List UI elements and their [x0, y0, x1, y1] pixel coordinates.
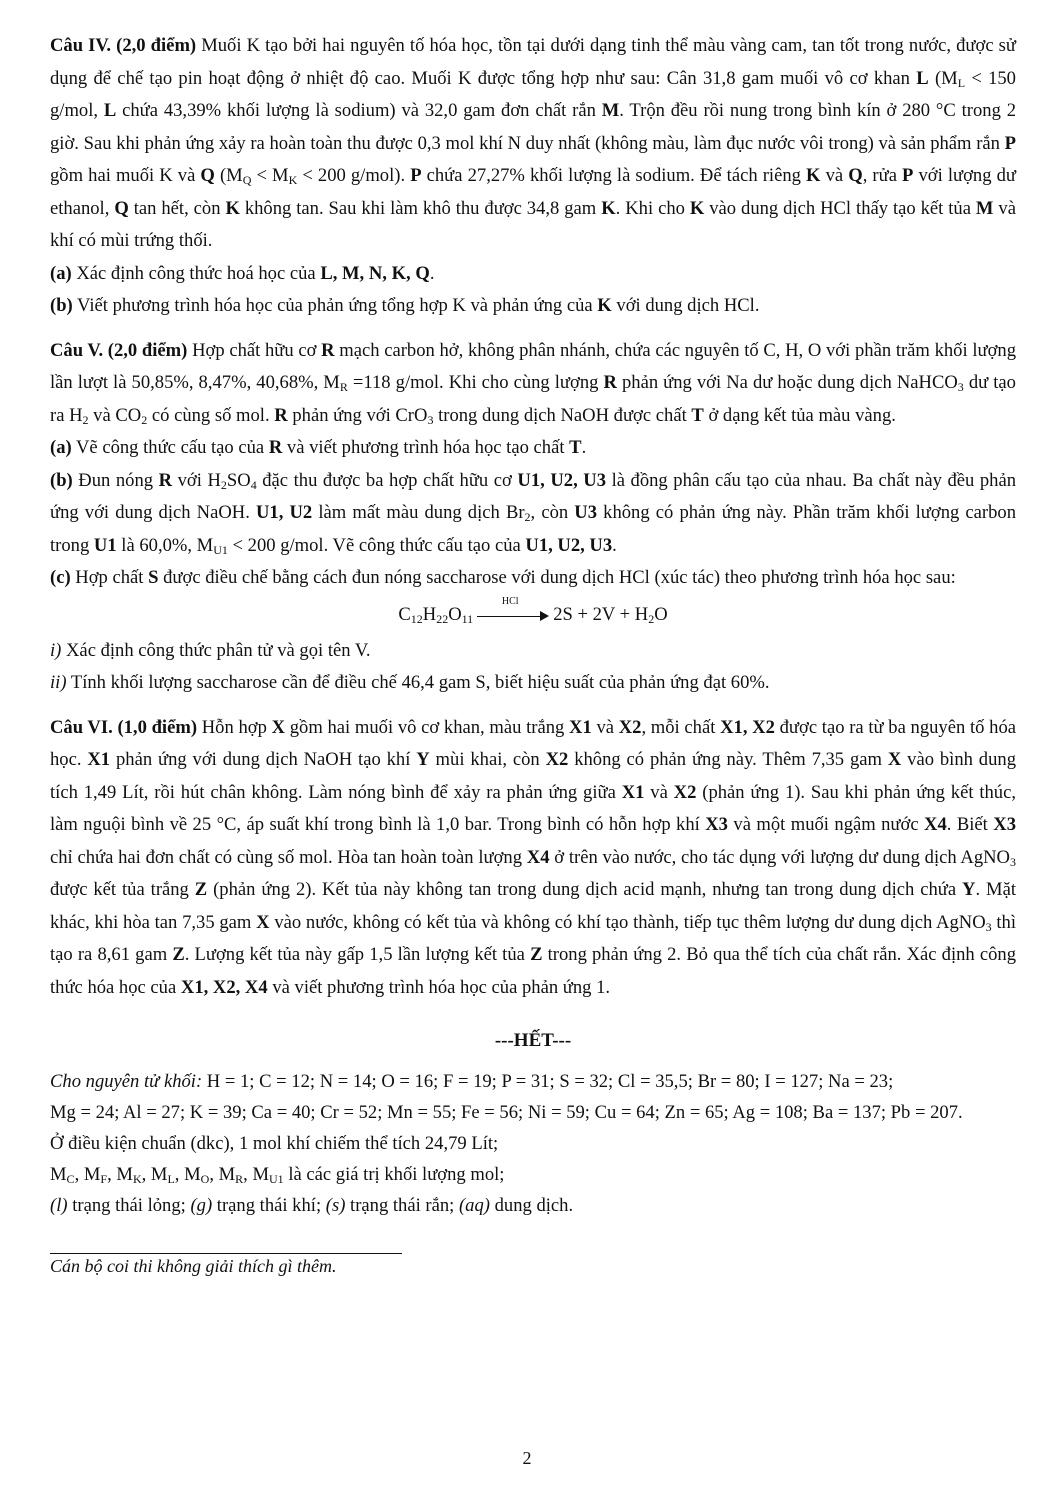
reference-notes [50, 1066, 1016, 1221]
question-5-heading: Câu V. (2,0 điểm) [50, 339, 188, 361]
proctor-note: Cán bộ coi thi không giải thích gì thêm. [50, 1256, 337, 1276]
question-5-part-c-ii: ii) Tính khối lượng saccharose cần để điều chế 46,4 gam S, biết hiệu suất của phản ứng đạt 60%. [50, 672, 770, 693]
footnote-divider [50, 1253, 402, 1254]
question-5 [50, 335, 1016, 700]
atomic-mass-line-1: Cho nguyên tử khối: H = 1; C = 12; N = 14; O = 16; F = 19; P = 31; S = 32; Cl = 35,5; Br = 80; I = 127; Na = 23; [50, 1071, 894, 1092]
state-symbols-note: (l) trạng thái lỏng; (g) trạng thái khí; (s) trạng thái rắn; (aq) dung dịch. [50, 1195, 574, 1216]
question-5-part-a: (a) Vẽ công thức cấu tạo của R và viết phương trình hóa học tạo chất T. [50, 437, 587, 458]
question-5-part-c-i: i) Xác định công thức phân tử và gọi tên V. [50, 639, 371, 661]
question-4-heading: Câu IV. (2,0 điểm) [50, 35, 197, 56]
question-4-part-a: (a) Xác định công thức hoá học của L, M, N, K, Q. [50, 262, 435, 284]
catalyst-label: HCl [501, 596, 519, 608]
end-marker: ---HẾT--- [494, 1030, 572, 1051]
question-5-body: Câu V. (2,0 điểm) Hợp chất hữu cơ R mạch carbon hở, không phân nhánh, chứa các nguyên tố C, H, O với phần trăm khối lượng lần lượt là 50,85%, 8,47%, 40,68%, $M_R =118$ g/mol. Khi cho cùng lượng R phản ứng với Na dư hoặc dung dịch NaHCO$_3$ dư tạo ra $H_2$ và $CO_2$ có cùng số mol. R phản ứng với CrO$_3$ trong dung dịch NaOH được chất T ở dạng kết tủa màu vàng. [50, 339, 1017, 427]
standard-conditions-note: Ở điều kiện chuẩn (dkc), 1 mol khí chiếm thể tích 24,79 Lít; [50, 1133, 499, 1154]
saccharose-equation: $C_{12}H_{22}O_{11}$ HCl $2S + 2V + H_2O$ [398, 596, 668, 626]
question-6-heading: Câu VI. (1,0 điểm) [50, 716, 198, 738]
question-6 [50, 712, 1016, 1005]
atomic-mass-line-2: Mg = 24; Al = 27; K = 39; Ca = 40; Cr = 52; Mn = 55; Fe = 56; Ni = 59; Cu = 64; Zn = 65; Ag = 108; Ba = 137; Pb = 207. [50, 1102, 963, 1123]
question-6-body: Câu VI. (1,0 điểm) Hỗn hợp X gồm hai muối vô cơ khan, màu trắng X1 và X2, mỗi chất X1, X2 được tạo ra từ ba nguyên tố hóa học. X1 phản ứng với dung dịch NaOH tạo khí Y mùi khai, còn X2 không có phản ứng này. Thêm 7,35 gam X vào bình dung tích 1,49 Lít, rồi hút chân không. Làm nóng bình để xảy ra phản ứng giữa X1 và X2 (phản ứng 1). Sau khi phản ứng kết thúc, làm nguội bình về 25 °C, áp suất khí trong bình là 1,0 bar. Trong bình có hỗn hợp khí X3 và một muối ngậm nước X4. Biết X3 chỉ chứa hai đơn chất có cùng số mol. Hòa tan hoàn toàn lượng X4 ở trên vào nước, cho tác dụng với lượng dư dung dịch AgNO$_3$ được kết tủa trắng Z (phản ứng 2). Kết tủa này không tan trong dung dịch acid mạnh, nhưng tan trong dung dịch chứa Y. Mặt khác, khi hòa tan 7,35 gam X vào nước, không có kết tủa và không có khí tạo thành, tiếp tục thêm lượng dư dung dịch AgNO$_3$ thì tạo ra 8,61 gam Z. Lượng kết tủa này gấp 1,5 lần lượng kết tủa Z trong phản ứng 2. Bỏ qua thể tích của chất rắn. Xác định công thức hóa học của X1, X2, X4 và viết phương trình hóa học của phản ứng 1. [50, 716, 1017, 998]
question-4-part-b: (b) Viết phương trình hóa học của phản ứng tổng hợp K và phản ứng của K với dung dịch HCl. [50, 295, 760, 316]
question-4 [50, 30, 1016, 323]
question-5-part-c: (c) Hợp chất S được điều chế bằng cách đun nóng saccharose với dung dịch HCl (xúc tác) theo phương trình hóa học sau: [50, 567, 956, 588]
molar-mass-note: $M_C$, $M_F$, $M_K$, $M_L$, $M_O$, $M_R$, $M_{U1}$ là các giá trị khối lượng mol; [50, 1164, 505, 1186]
question-5-part-b: (b) Đun nóng R với $H_2SO_4$ đặc thu được ba hợp chất hữu cơ U1, U2, U3 là đồng phân cấu tạo của nhau. Ba chất này đều phản ứng với dung dịch NaOH. U1, U2 làm mất màu dung dịch $Br_2$, còn U3 không có phản ứng này. Phần trăm khối lượng carbon trong U1 là 60,0%, $M_{U1} < 200$ g/mol. Vẽ công thức cấu tạo của U1, U2, U3. [50, 469, 1017, 557]
reaction-arrow-icon [477, 596, 549, 622]
question-4-body: Câu IV. (2,0 điểm) Muối K tạo bởi hai nguyên tố hóa học, tồn tại dưới dạng tinh thể màu vàng cam, tan tốt trong nước, được sử dụng để chế tạo pin hoạt động ở nhiệt độ cao. Muối K được tổng hợp như sau: Cân 31,8 gam muối vô cơ khan L ($M_L < 150$ g/mol, L chứa 43,39% khối lượng là sodium) và 32,0 gam đơn chất rắn M. Trộn đều rồi nung trong bình kín ở 280 °C trong 2 giờ. Sau khi phản ứng xảy ra hoàn toàn thu được 0,3 mol khí N duy nhất (không màu, làm đục nước vôi trong) và sản phẩm rắn P gồm hai muối K và Q ($M_Q < M_K < 200$ g/mol). P chứa 27,27% khối lượng là sodium. Để tách riêng K và Q, rửa P với lượng dư ethanol, Q tan hết, còn K không tan. Sau khi làm khô thu được 34,8 gam K. Khi cho K vào dung dịch HCl thấy tạo kết tủa M và khí có mùi trứng thối. [50, 35, 1016, 251]
page-number: 2 [522, 1448, 532, 1468]
